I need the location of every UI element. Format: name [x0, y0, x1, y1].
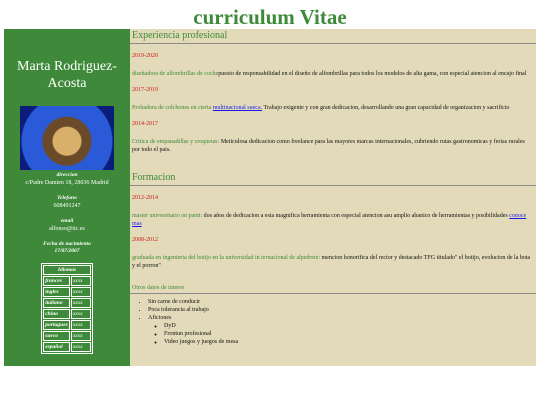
otros-list — [130, 298, 536, 346]
profile-photo — [20, 106, 114, 170]
study-title: master universitario en paint: — [132, 213, 203, 219]
language-level: xxxx — [71, 342, 91, 352]
job-description — [132, 138, 534, 154]
direccion-label: direccion — [56, 172, 78, 178]
divider — [130, 185, 536, 186]
sidebar — [4, 29, 130, 366]
experiencia-heading: Experiencia profesional — [132, 30, 228, 41]
language-name: español — [43, 342, 70, 352]
language-name: frances — [43, 276, 70, 286]
list-item: ◦ Frontun profesional — [164, 330, 536, 338]
job-title: Probadora de colchones en cierta — [132, 105, 213, 111]
language-level: xxxx — [71, 287, 91, 297]
aficiones-list — [148, 322, 536, 346]
nacimiento-label: Fecha de nacimiento — [43, 241, 91, 247]
job-date: 2014-2017 — [132, 121, 158, 127]
email-label: email — [60, 218, 74, 224]
language-name: ingles — [43, 287, 70, 297]
divider — [130, 43, 536, 44]
study-description — [132, 212, 534, 228]
aficiones-label: Aficiones — [148, 315, 172, 321]
job-date: 2019-2020 — [132, 53, 158, 59]
table-row — [43, 309, 91, 319]
language-name: chino — [43, 309, 70, 319]
job-text: puesto de responsabilidad en el diseño de alfombrillas para todos los modelos de alta gama, con especial atencion al encajo final — [218, 71, 527, 77]
job-description — [132, 104, 534, 112]
language-level: xxxx — [71, 331, 91, 341]
main-content — [130, 29, 536, 366]
nacimiento-value: 17/07/2007 — [54, 248, 80, 254]
job-title: Critica de empanadillas y croquetas: — [132, 139, 220, 145]
study-text: dos años de dedicacion a esta magnifica herramienta con especial atencion asu amplio abanico de herramientas y posibilidades — [202, 213, 510, 219]
telefono-value: 608491247 — [53, 203, 81, 209]
table-row — [43, 342, 91, 352]
email-value: alfonso@tic.es — [49, 226, 85, 232]
otros-heading: Otros datos de interes — [132, 285, 185, 291]
study-title: graduada en ingenieria del botijo en la universidad in ternacional de alpedrete: — [132, 255, 321, 261]
language-level: xxxx — [71, 309, 91, 319]
job-text: Trabajo exigente y con gran dedicacion, desarrollando una gran capacidad de organizacion y sacrificio — [262, 105, 510, 111]
person-name: Marta Rodriguez-Acosta — [17, 59, 117, 91]
conoce-mas-link[interactable]: conoce mas — [132, 213, 527, 227]
list-item: ◦ DyD — [164, 322, 536, 330]
multinacional-link[interactable]: multinacional sueca. — [212, 105, 263, 111]
job-text: Meticulosa dedicacion como freelance para las mayores marcas internacionales, cubriendo rutas gastronomicas y ferias rurales por todo el pais. — [132, 139, 525, 153]
language-level: xxxx — [71, 320, 91, 330]
table-row — [43, 276, 91, 286]
idiomas-table — [41, 263, 93, 354]
language-level: xxxx — [71, 298, 91, 308]
table-row — [43, 287, 91, 297]
table-row — [43, 331, 91, 341]
page-title: curriculum Vitae — [193, 5, 347, 29]
job-title: diseñadora de alfombrillas de coche — [132, 71, 219, 77]
language-name: italiano — [43, 298, 70, 308]
study-date: 2012-2014 — [132, 195, 158, 201]
list-item: ◦ Video juegos y juegos de mesa — [164, 338, 536, 346]
formacion-heading: Formacion — [132, 172, 176, 183]
idiomas-header: Idiomas — [43, 265, 91, 275]
list-item: • Sin carne de conducir — [148, 298, 536, 306]
table-row — [43, 298, 91, 308]
list-item: • Poca tolerancia al trabajo — [148, 306, 536, 314]
direccion-value: c/Padre Damien 18, 28036 Madrid — [25, 180, 109, 186]
study-text: mencion honorifica del rector y destacado TFG titulado" el botijo, evolucion de la bota y el porron" — [132, 255, 531, 269]
job-description — [132, 70, 534, 78]
table-row — [43, 320, 91, 330]
divider — [130, 293, 536, 294]
language-name: sueco — [43, 331, 70, 341]
language-name: portugues — [45, 322, 68, 328]
language-level: xxxx — [71, 276, 91, 286]
list-item — [148, 314, 536, 346]
telefono-label: Telefono — [57, 195, 77, 201]
study-description — [132, 254, 534, 270]
study-date: 2008-2012 — [132, 237, 158, 243]
job-date: 2017-2019 — [132, 87, 158, 93]
